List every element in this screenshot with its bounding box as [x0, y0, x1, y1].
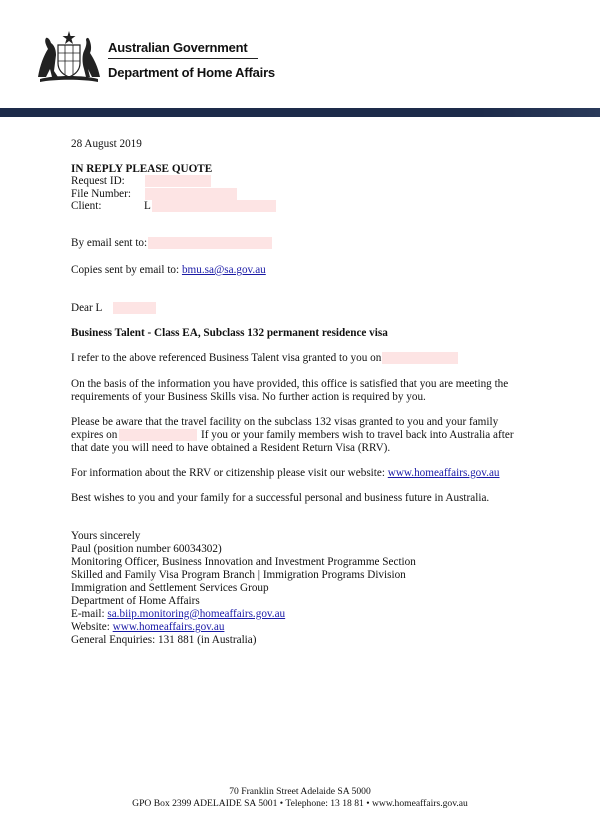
request-id-label: Request ID: [71, 175, 125, 187]
redaction-name [113, 302, 156, 314]
header-bar [0, 108, 600, 117]
paragraph-5: Best wishes to you and your family for a successful personal and business future in Australia. [71, 492, 490, 504]
footer-address: 70 Franklin Street Adelaide SA 5000 [229, 786, 371, 797]
paragraph-3-line-2b: If you or your family members wish to travel back into Australia after [201, 429, 514, 441]
copies-label-text: Copies sent by email to: [71, 264, 180, 276]
copies-label [71, 264, 266, 277]
signatory-group: Immigration and Settlement Services Group [71, 582, 269, 594]
signatory-title: Monitoring Officer, Business Innovation and Investment Programme Section [71, 556, 416, 568]
redaction-file-number [145, 188, 237, 200]
subject-line: Business Talent - Class EA, Subclass 132 permanent residence visa [71, 327, 388, 339]
department-title: Department of Home Affairs [108, 65, 275, 80]
salutation: Dear L [71, 302, 103, 314]
file-number-label: File Number: [71, 188, 131, 200]
redaction-expiry-date [119, 429, 197, 441]
header-divider [108, 58, 258, 59]
signatory-email-link[interactable]: sa.biip.monitoring@homeaffairs.gov.au [107, 608, 286, 620]
email-label: E-mail: [71, 608, 105, 620]
email-sent-label: By email sent to: [71, 237, 148, 249]
footer-contact: GPO Box 2399 ADELAIDE SA 5001 • Telephone: 13 18 81 • www.homeaffairs.gov.au [132, 798, 468, 809]
paragraph-1: I refer to the above referenced Business Talent visa granted to you on [71, 352, 382, 364]
client-initial: L [144, 200, 151, 212]
closing: Yours sincerely [71, 530, 141, 542]
coat-of-arms-logo [34, 25, 104, 85]
paragraph-2-line-1: On the basis of the information you have provided, this office is satisfied that you are meeting the [71, 378, 509, 390]
reply-heading: IN REPLY PLEASE QUOTE [71, 163, 213, 175]
paragraph-4 [71, 467, 500, 480]
signatory-email-row [71, 608, 285, 621]
client-label: Client: [71, 200, 102, 212]
redaction-client [152, 200, 276, 212]
redaction-email [148, 237, 272, 249]
general-enquiries: General Enquiries: 131 881 (in Australia) [71, 634, 257, 646]
paragraph-3-line-3: that date you will need to have obtained a Resident Return Visa (RRV). [71, 442, 391, 454]
copies-email-link[interactable]: bmu.sa@sa.gov.au [181, 264, 266, 276]
paragraph-3-line-1: Please be aware that the travel facility on the subclass 132 visas granted to you and your family [71, 416, 499, 428]
paragraph-4-text: For information about the RRV or citizenship please visit our website: [71, 467, 385, 479]
letter-date: 28 August 2019 [71, 138, 142, 150]
signatory-website-link[interactable]: www.homeaffairs.gov.au [112, 621, 225, 633]
signatory-name: Paul (position number 60034302) [71, 543, 222, 555]
redaction-grant-date [382, 352, 458, 364]
signatory-branch: Skilled and Family Visa Program Branch | Immigration Programs Division [71, 569, 406, 581]
website-link[interactable]: www.homeaffairs.gov.au [387, 467, 500, 479]
website-label: Website: [71, 621, 110, 633]
paragraph-2-line-2: requirements of your Business Skills visa. No further action is required by you. [71, 391, 426, 403]
paragraph-3-line-2a: expires on [71, 429, 118, 441]
government-title: Australian Government [108, 40, 248, 55]
redaction-request-id [145, 175, 211, 187]
signatory-website-row [71, 621, 224, 634]
signatory-department: Department of Home Affairs [71, 595, 200, 607]
